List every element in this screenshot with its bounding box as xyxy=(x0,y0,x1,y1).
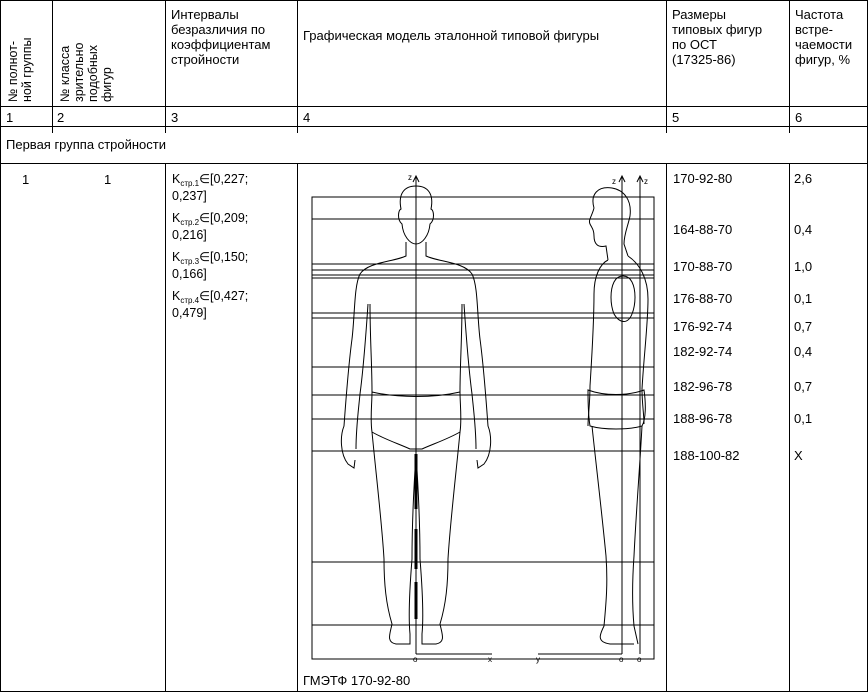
row-line xyxy=(0,126,868,127)
k-symbol: K xyxy=(172,250,181,264)
header-text: коэффициентам xyxy=(171,37,271,52)
axis-label-x: x xyxy=(488,655,492,664)
k-subscript: стр.2 xyxy=(180,218,200,227)
header-text: ной группы xyxy=(20,37,34,102)
interval-k4 xyxy=(172,290,248,320)
k-symbol: K xyxy=(172,211,181,225)
size-value: 170-88-70 xyxy=(673,259,733,274)
header-text: Размеры xyxy=(672,7,727,22)
size-value: 188-100-82 xyxy=(673,448,740,463)
col-line xyxy=(165,0,166,133)
header-text: безразличия по xyxy=(171,22,266,37)
class-number: 1 xyxy=(104,172,112,187)
size-value: 170-92-80 xyxy=(673,171,733,186)
header-text: № полнот- xyxy=(6,40,20,102)
axis-label-o: o xyxy=(619,655,624,664)
col-line xyxy=(52,163,53,692)
size-value: 176-88-70 xyxy=(673,291,733,306)
row-line xyxy=(0,106,868,107)
header-text: (17325-86) xyxy=(672,52,736,67)
interval-value: 0,479] xyxy=(172,306,207,320)
col-number: 6 xyxy=(795,110,803,125)
header-text: чаемости xyxy=(795,37,853,52)
interval-value: ∈[0,427; xyxy=(199,289,249,303)
col-number: 4 xyxy=(303,110,311,125)
frequency-value: 0,7 xyxy=(794,319,813,334)
frequency-value: 0,4 xyxy=(794,222,813,237)
header-text: Частота xyxy=(795,7,844,22)
frequency-value: 0,7 xyxy=(794,379,813,394)
frequency-value: X xyxy=(794,448,803,463)
col-line xyxy=(666,163,667,692)
axis-label-z: z xyxy=(408,173,412,182)
header-text: Интервалы xyxy=(171,7,239,22)
frequency-value: 1,0 xyxy=(794,259,813,274)
header-text: стройности xyxy=(171,52,240,67)
interval-value: ∈[0,227; xyxy=(199,172,249,186)
header-text: по ОСТ xyxy=(672,37,717,52)
header-sizes xyxy=(672,7,762,67)
size-value: 164-88-70 xyxy=(673,222,733,237)
header-text: № класса xyxy=(58,45,72,102)
axis-label-o: o xyxy=(637,655,642,664)
row-line xyxy=(0,0,868,1)
frequency-value: 0,4 xyxy=(794,344,813,359)
axis-label-z: z xyxy=(612,177,616,186)
header-text: встре- xyxy=(795,22,834,37)
col-line xyxy=(165,163,166,692)
interval-k3 xyxy=(172,251,248,281)
figure-caption: ГМЭТФ 170-92-80 xyxy=(303,673,411,688)
k-symbol: K xyxy=(172,172,181,186)
header-frequency xyxy=(795,7,852,67)
header-text: подобных xyxy=(86,45,100,102)
col-number: 1 xyxy=(6,110,14,125)
size-value: 188-96-78 xyxy=(673,411,733,426)
col-line xyxy=(0,0,1,692)
header-intervals xyxy=(171,7,270,67)
interval-value: 0,237] xyxy=(172,189,207,203)
header-class-no xyxy=(58,6,114,102)
size-value: 182-96-78 xyxy=(673,379,733,394)
axis-label-o: o xyxy=(413,655,418,664)
frequency-value: 0,1 xyxy=(794,291,813,306)
interval-k2 xyxy=(172,212,248,242)
group-title: Первая группа стройности xyxy=(6,137,166,152)
col-number: 5 xyxy=(672,110,680,125)
col-number: 2 xyxy=(57,110,65,125)
k-symbol: K xyxy=(172,289,181,303)
header-text: типовых фигур xyxy=(672,22,763,37)
interval-value: 0,166] xyxy=(172,267,207,281)
row-line xyxy=(0,133,868,134)
k-subscript: стр.1 xyxy=(180,179,200,188)
axis-label-z: z xyxy=(644,177,648,186)
col-line xyxy=(297,0,298,133)
header-text: зрительно xyxy=(72,42,86,102)
k-subscript: стр.4 xyxy=(180,296,200,305)
size-value: 176-92-74 xyxy=(673,319,733,334)
col-line xyxy=(789,163,790,692)
header-figure-model: Графическая модель эталонной типовой фигуры xyxy=(303,28,600,43)
header-text: фигур xyxy=(100,67,114,102)
col-line xyxy=(666,0,667,133)
interval-value: ∈[0,209; xyxy=(199,211,249,225)
figure-model-drawing xyxy=(298,164,666,691)
size-value: 182-92-74 xyxy=(673,344,733,359)
interval-value: 0,216] xyxy=(172,228,207,242)
col-line xyxy=(52,0,53,133)
k-subscript: стр.3 xyxy=(180,257,200,266)
interval-value: ∈[0,150; xyxy=(199,250,249,264)
header-group-no xyxy=(6,6,34,102)
frequency-value: 2,6 xyxy=(794,171,813,186)
col-line xyxy=(789,0,790,133)
frequency-value: 0,1 xyxy=(794,411,813,426)
interval-k1 xyxy=(172,173,248,203)
axis-label-y: y xyxy=(536,655,540,664)
group-number: 1 xyxy=(22,172,30,187)
header-text: фигур, % xyxy=(795,52,851,67)
col-number: 3 xyxy=(171,110,179,125)
